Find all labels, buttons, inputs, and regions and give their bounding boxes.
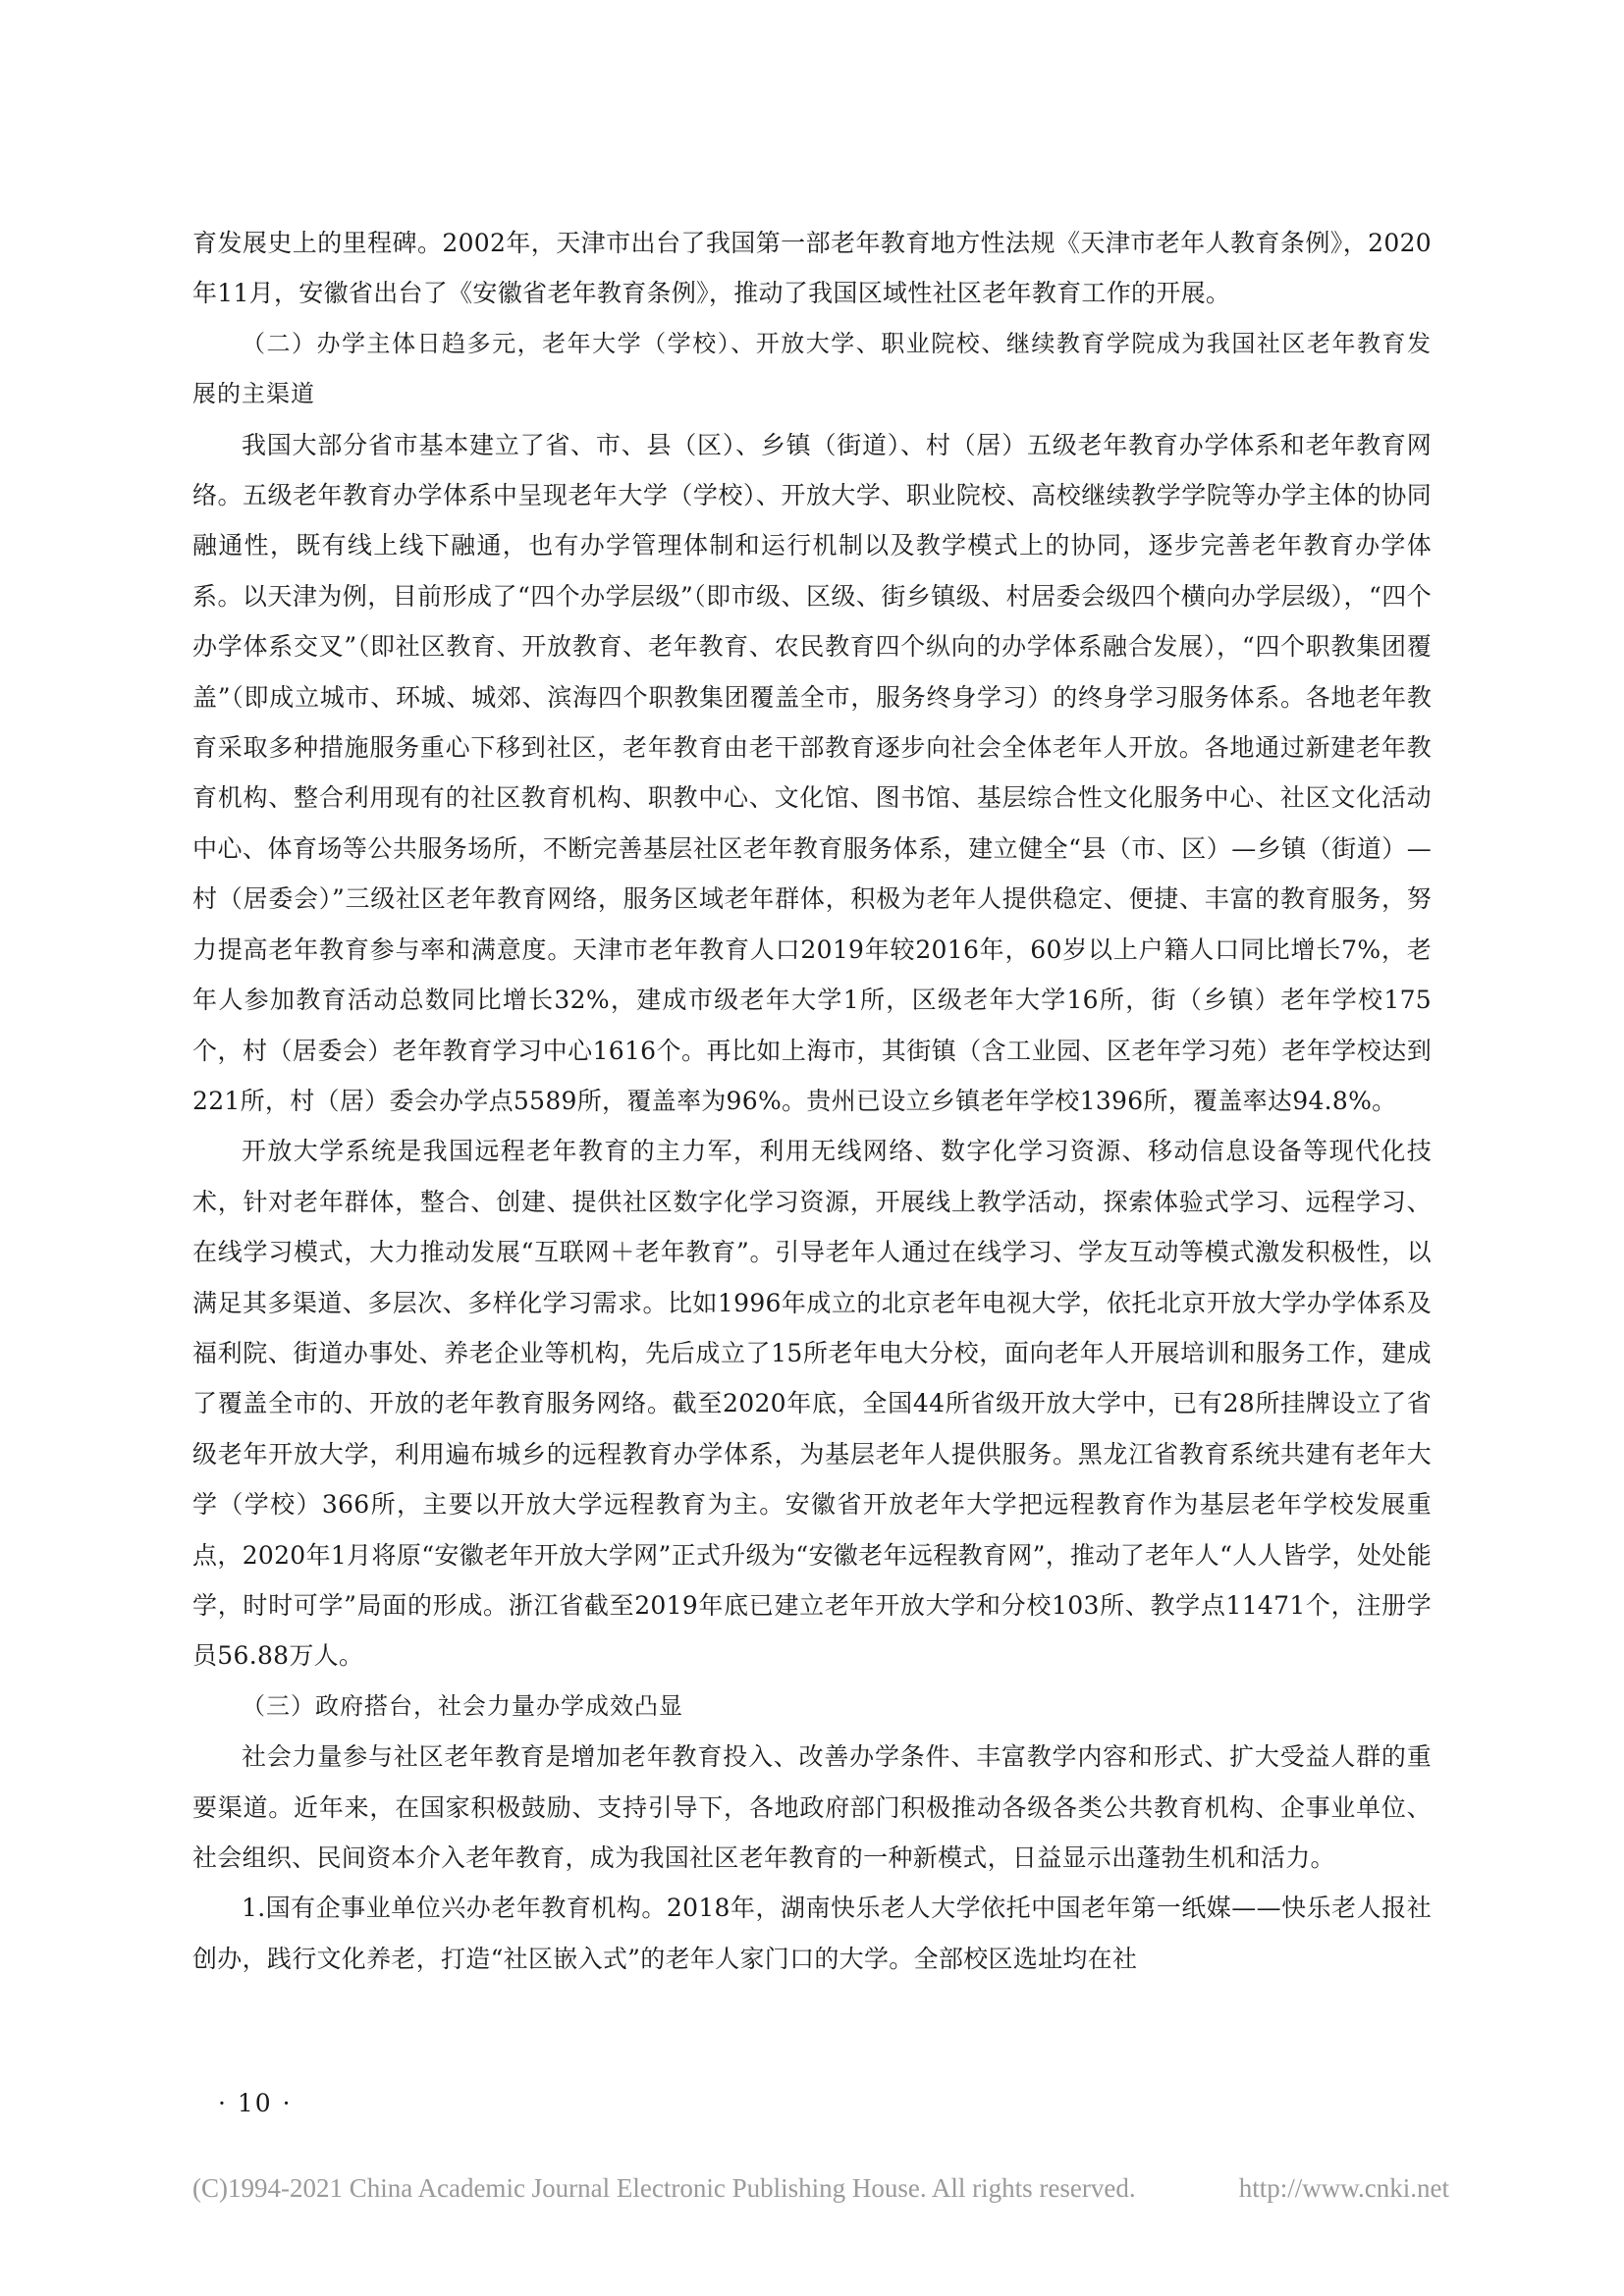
footer-url[interactable]: http://www.cnki.net <box>1238 2173 1449 2203</box>
section-heading: （三）政府搭台，社会力量办学成效凸显 <box>242 1691 683 1720</box>
section-heading: （二）办学主体日趋多元，老年大学（学校）、开放大学、职业院校、继续教育学院成为我国社区老年教育发展的主渠道 <box>192 329 1432 408</box>
body-paragraph: 育发展史上的里程碑。2002年，天津市出台了我国第一部老年教育地方性法规《天津市老年人教育条例》，2020年11月，安徽省出台了《安徽省老年教育条例》，推动了我国区域性社区老年教育工作的开展。 <box>192 229 1432 308</box>
body-paragraph: 我国大部分省市基本建立了省、市、县（区）、乡镇（街道）、村（居）五级老年教育办学体系和老年教育网络。五级老年教育办学体系中呈现老年大学（学校）、开放大学、职业院校、高校继续教学学院等办学主体的协同融通性，既有线上线下融通，也有办学管理体制和运行机制以及教学模式上的协同，逐步完善老年教育办学体系。以天津为例，目前形成了“四个办学层级”（即市级、区级、街乡镇级、村居委会级四个横向办学层级），“四个办学体系交叉”（即社区教育、开放教育、老年教育、农民教育四个纵向的办学体系融合发展），“四个职教集团覆盖”（即成立城市、环城、城郊、滨海四个职教集团覆盖全市，服务终身学习）的终身学习服务体系。各地老年教育采取多种措施服务重心下移到社区，老年教育由老干部教育逐步向社会全体老年人开放。各地通过新建老年教育机构、整合利用现有的社区教育机构、职教中心、文化馆、图书馆、基层综合性文化服务中心、社区文化活动中心、体育场等公共服务场所，不断完善基层社区老年教育服务体系，建立健全“县（市、区）—乡镇（街道）—村（居委会）”三级社区老年教育网络，服务区域老年群体，积极为老年人提供稳定、便捷、丰富的教育服务，努力提高老年教育参与率和满意度。天津市老年教育人口2019年较2016年，60岁以上户籍人口同比增长7%，老年人参加教育活动总数同比增长32%，建成市级老年大学1所，区级老年大学16所，街（乡镇）老年学校175个，村（居委会）老年教育学习中心1616个。再比如上海市，其街镇（含工业园、区老年学习苑）老年学校达到221所，村（居）委会办学点5589所，覆盖率为96%。贵州已设立乡镇老年学校1396所，覆盖率达94.8%。 <box>192 430 1432 1115</box>
page-number: · 10 · <box>218 2089 293 2117</box>
body-paragraph: 1.国有企事业单位兴办老年教育机构。2018年，湖南快乐老人大学依托中国老年第一纸媒——快乐老人报社创办，践行文化养老，打造“社区嵌入式”的老年人家门口的大学。全部校区选址均在社 <box>192 1894 1432 1973</box>
copyright-text: (C)1994-2021 China Academic Journal Electronic Publishing House. All rights reserved. <box>192 2173 1136 2203</box>
body-paragraph: 开放大学系统是我国远程老年教育的主力军，利用无线网络、数字化学习资源、移动信息设备等现代化技术，针对老年群体，整合、创建、提供社区数字化学习资源，开展线上教学活动，探索体验式学习、远程学习、在线学习模式，大力推动发展“互联网＋老年教育”。引导老年人通过在线学习、学友互动等模式激发积极性，以满足其多渠道、多层次、多样化学习需求。比如1996年成立的北京老年电视大学，依托北京开放大学办学体系及福利院、街道办事处、养老企业等机构，先后成立了15所老年电大分校，面向老年人开展培训和服务工作，建成了覆盖全市的、开放的老年教育服务网络。截至2020年底，全国44所省级开放大学中，已有28所挂牌设立了省级老年开放大学，利用遍布城乡的远程教育办学体系，为基层老年人提供服务。黑龙江省教育系统共建有老年大学（学校）366所，主要以开放大学远程教育为主。安徽省开放老年大学把远程教育作为基层老年学校发展重点，2020年1月将原“安徽老年开放大学网”正式升级为“安徽老年远程教育网”，推动了老年人“人人皆学，处处能学，时时可学”局面的形成。浙江省截至2019年底已建立老年开放大学和分校103所、教学点11471个，注册学员56.88万人。 <box>192 1137 1432 1671</box>
body-paragraph: 社会力量参与社区老年教育是增加老年教育投入、改善办学条件、丰富教学内容和形式、扩大受益人群的重要渠道。近年来，在国家积极鼓励、支持引导下，各地政府部门积极推动各级各类公共教育机构、企事业单位、社会组织、民间资本介入老年教育，成为我国社区老年教育的一种新模式，日益显示出蓬勃生机和活力。 <box>192 1742 1432 1872</box>
copyright-footer <box>192 2173 1449 2204</box>
article-body <box>192 218 1432 1984</box>
